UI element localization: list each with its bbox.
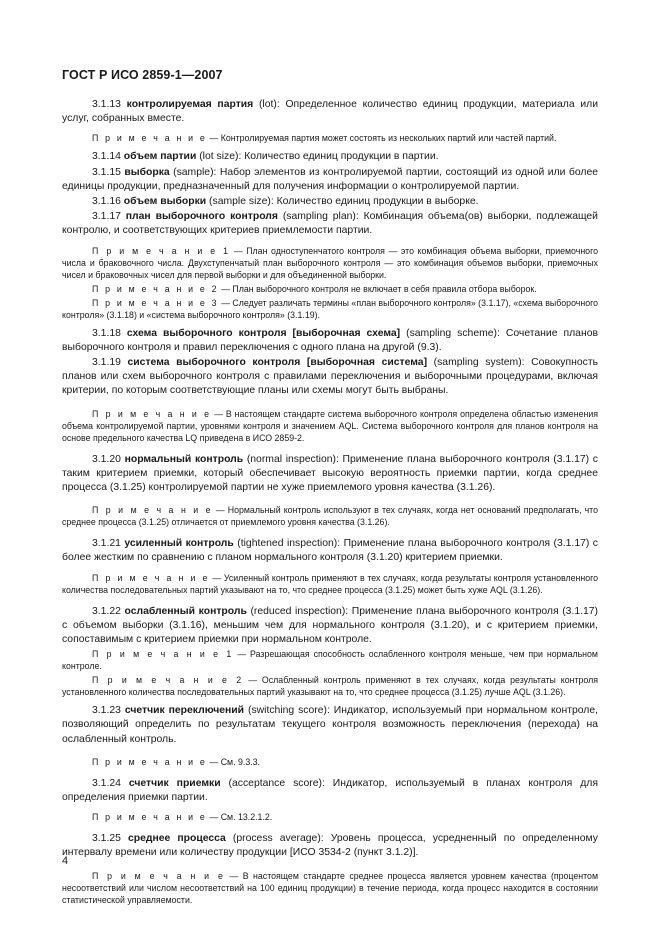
definition-3-1-21: 3.1.21 усиленный контроль (tightened inspection): Применение плана выборочного контроля (3.1.17) с более жестким по сравнению с планом нормального контроля (3.1.20) критерием приемки. bbox=[62, 538, 599, 564]
note: П р и м е ч а н и е — Нормальный контроль используют в тех случаях, когда нет оснований предполагать, что среднее процесса (3.1.25) отличается от приемлемого уровня качества (3.1.26). bbox=[62, 505, 598, 528]
definition-3-1-13: 3.1.13 контролируемая партия (lot): Определенное количество единиц продукции, материала или услуг, собранных вместе. bbox=[62, 99, 598, 125]
document-header: ГОСТ Р ИСО 2859-1—2007 bbox=[62, 68, 223, 82]
document-body bbox=[62, 98, 598, 908]
definition-3-1-22: 3.1.22 ослабленный контроль (reduced inspection): Применение плана выборочного контроля (3.1.17) с объемом выборки (3.1.16), меньшим чем для нормального контроля (3.1.20), и с критерием приемки, сопоставимым с критерием приемки при нормальном контроле. bbox=[62, 605, 599, 646]
term: счетчик приемки bbox=[128, 777, 221, 789]
term: схема выборочного контроля [выборочная схема] bbox=[126, 327, 401, 339]
note: П р и м е ч а н и е — Контролируемая партия может состоять из нескольких партий или частей партий. bbox=[92, 133, 557, 144]
definition-3-1-15: 3.1.15 выборка (sample): Набор элементов из контролируемой партии, состоящий из одной или более единицы продукции, предназначенный для получения информации о контролируемой партии. bbox=[62, 166, 598, 192]
note: П р и м е ч а н и е — В настоящем стандарте среднее процесса является уровнем качества (процентом несоответствий или числом несоответствий на 100 единиц продукции) в течение периода, когда процесс находится в состоянии статистической управляемости. bbox=[62, 870, 598, 905]
definition-3-1-24: 3.1.24 счетчик приемки (acceptance score): Индикатор, используемый в планах контроля для определения приемки партии. bbox=[62, 777, 598, 804]
note: П р и м е ч а н и е — См. 9.3.3. bbox=[92, 756, 260, 767]
term: выборка bbox=[124, 166, 170, 178]
note: П р и м е ч а н и е — В настоящем стандарте система выборочного контроля определена областью изменения объема контролируемой партии, уровнями контроля и значением AQL. Система выборочного контроля для планов контроля на основе предельного качества LQ приведена в ИСО 2859-2. bbox=[62, 408, 598, 443]
term: нормальный контроль bbox=[124, 453, 244, 465]
term: ослабленный контроль bbox=[124, 605, 247, 617]
term: система выборочного контроля [выборочная система] bbox=[127, 357, 428, 369]
definition-3-1-17: 3.1.17 план выборочного контроля (sampling plan): Комбинация объема(ов) выборки, подлежащей контролю, и соответствующих критериев приемлемости партии. bbox=[62, 211, 598, 237]
note-2: П р и м е ч а н и е 2 — План выборочного контроля не включает в себя правила отбора выборок. bbox=[92, 283, 537, 294]
note-2: П р и м е ч а н и е 2 — Ослабленный контроль применяют в тех случаях, когда результаты контроля установленного количества последовательных партий указывают на то, что среднее процесса (3.1.25) лучше AQL (3.1.26). bbox=[62, 675, 598, 698]
term: объем выборки bbox=[123, 196, 207, 208]
definition-3-1-14: 3.1.14 объем партии (lot size): Количество единиц продукции в партии. bbox=[92, 151, 439, 163]
definition-3-1-19: 3.1.19 система выборочного контроля [выборочная система] (sampling system): Совокупность планов или схем выборочного контроля с правилами переключения и выборочными процедурами, включая критерии, по которым соответствующие планы или схемы могут быть выбраны. bbox=[62, 357, 598, 397]
term: контролируемая партия bbox=[126, 99, 254, 110]
note: П р и м е ч а н и е — Усиленный контроль применяют в тех случаях, когда результаты контроля установленного количества последовательных партий указывают на то, что среднее процесса (3.1.25) может быть хуже AQL (3.1.26). bbox=[62, 572, 598, 595]
note-1: П р и м е ч а н и е 1 — Разрешающая способность ослабленного контроля меньше, чем при нормальном контроле. bbox=[62, 649, 598, 672]
note: П р и м е ч а н и е — См. 13.2.1.2. bbox=[92, 812, 273, 823]
definition-3-1-18: 3.1.18 схема выборочного контроля [выборочная схема] (sampling scheme): Сочетание планов выборочного контроля и правил переключения с одного плана на другой (9.3). bbox=[62, 327, 598, 353]
page-number: 4 bbox=[62, 855, 69, 867]
term: среднее процесса bbox=[127, 833, 226, 845]
definition-3-1-25: 3.1.25 среднее процесса (process average): Уровень процесса, усредненный по определенному интервалу времени или количеству продукции [ИСО 3534-2 (пункт 3.1.2)]. bbox=[62, 833, 598, 859]
term: объем партии bbox=[123, 151, 197, 163]
definition-3-1-23: 3.1.23 счетчик переключений (switching score): Индикатор, используемый при нормальном контроле, позволяющий определить по результатам текущего контроля возможность переключения (перехода) на ослабленный контроль. bbox=[62, 705, 599, 745]
definition-3-1-16: 3.1.16 объем выборки (sample size): Количество единиц продукции в выборке. bbox=[92, 196, 479, 208]
term: счетчик переключений bbox=[124, 705, 245, 717]
note-3: П р и м е ч а н и е 3 — Следует различать термины «план выборочного контроля» (3.1.17), «схема выборочного контроля» (3.1.18) и «система выборочного контроля» (3.1.19). bbox=[62, 297, 599, 320]
note-1: П р и м е ч а н и е 1 — План одноступенчатого контроля — это комбинация объема выборки, приемочного числа и браковочного числа. Двухступенчатый план выборочного контроля — это комбинация объемов выборки, приемочных чисел и браковочных чисел для первой выборки и для объединенной выборки. bbox=[62, 245, 598, 280]
term: усиленный контроль bbox=[124, 538, 234, 550]
term: план выборочного контроля bbox=[125, 211, 278, 223]
definition-3-1-20: 3.1.20 нормальный контроль (normal inspection): Применение плана выборочного контроля (3.1.17) с таким критерием приемки, который обеспечивает высокую вероятность приемки партии, когда среднее процесса (3.1.25) контролируемой партии не хуже приемлемого уровня качества (3.1.26). bbox=[62, 453, 598, 494]
